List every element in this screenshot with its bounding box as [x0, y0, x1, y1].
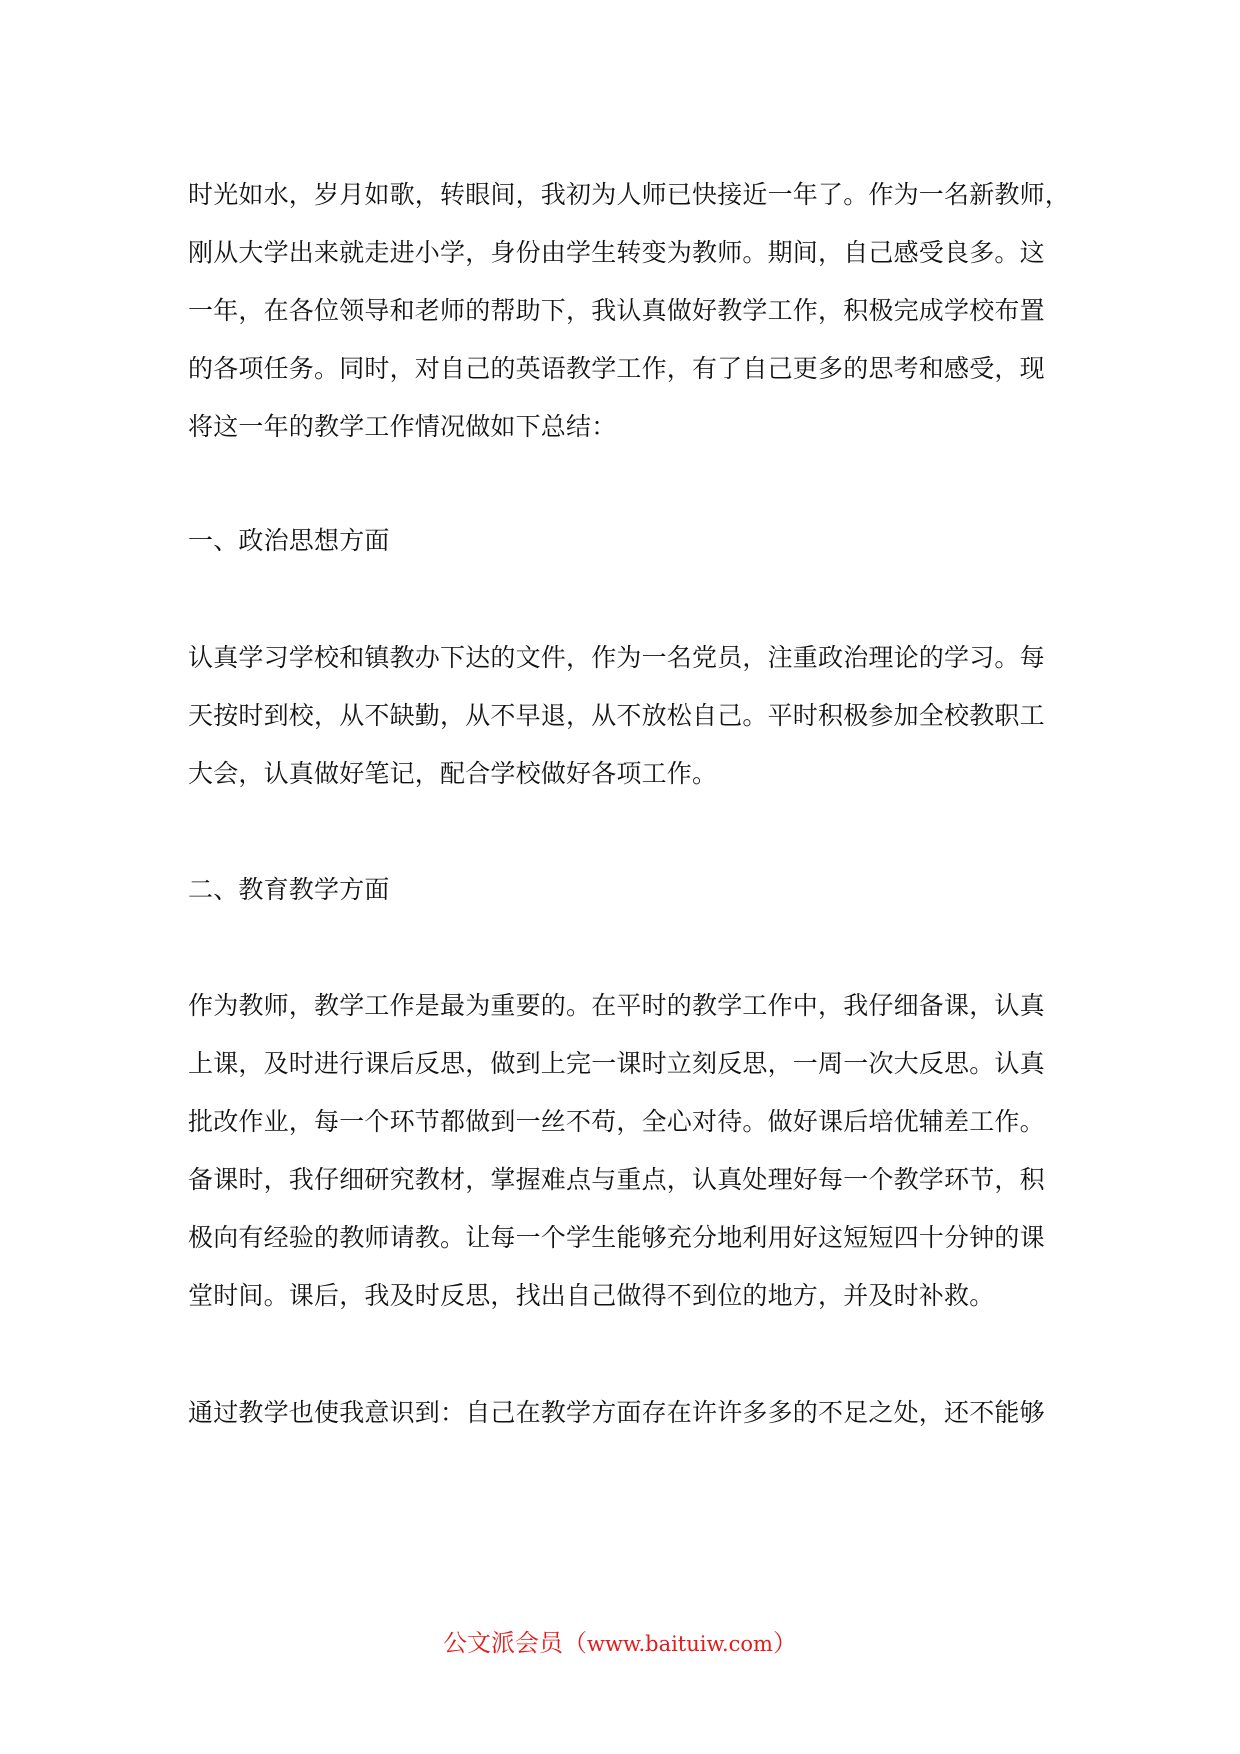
- paragraph-1-line-5: 将这一年的教学工作情况做如下总结：: [188, 412, 617, 441]
- paragraph-3-line-6: 堂时间。课后，我及时反思，找出自己做得不到位的地方，并及时补救。: [188, 1281, 995, 1310]
- paragraph-3-line-2: 上课，及时进行课后反思，做到上完一课时立刻反思，一周一次大反思。认真: [188, 1049, 1045, 1078]
- paragraph-2-line-3: 大会，认真做好笔记，配合学校做好各项工作。: [188, 759, 718, 788]
- paragraph-3-line-1: 作为教师，教学工作是最为重要的。在平时的教学工作中，我仔细备课，认真: [188, 991, 1045, 1020]
- footer-url-link[interactable]: www.baituiw.com: [587, 1632, 773, 1656]
- paragraph-2-line-1: 认真学习学校和镇教办下达的文件，作为一名党员，注重政治理论的学习。每: [188, 643, 1045, 672]
- paragraph-4-line-1: 通过教学也使我意识到：自己在教学方面存在许许多多的不足之处，还不能够: [188, 1398, 1045, 1427]
- footer-label: 公文派会员（: [443, 1629, 588, 1657]
- paragraph-3-line-3: 批改作业，每一个环节都做到一丝不苟，全心对待。做好课后培优辅差工作。: [188, 1107, 1045, 1136]
- paragraph-1-line-1: 时光如水，岁月如歌，转眼间，我初为人师已快接近一年了。作为一名新教师，: [188, 180, 1071, 209]
- section-heading-2: 二、教育教学方面: [188, 875, 390, 904]
- paragraph-3-line-4: 备课时，我仔细研究教材，掌握难点与重点，认真处理好每一个教学环节，积: [188, 1165, 1045, 1194]
- paragraph-3-line-5: 极向有经验的教师请教。让每一个学生能够充分地利用好这短短四十分钟的课: [188, 1223, 1045, 1252]
- footer-suffix: ）: [772, 1629, 797, 1657]
- section-heading-1: 一、政治思想方面: [188, 526, 390, 555]
- paragraph-2-line-2: 天按时到校，从不缺勤，从不早退，从不放松自己。平时积极参加全校教职工: [188, 701, 1045, 730]
- paragraph-1-line-2: 刚从大学出来就走进小学，身份由学生转变为教师。期间，自己感受良多。这: [188, 238, 1045, 267]
- paragraph-1-line-4: 的各项任务。同时，对自己的英语教学工作，有了自己更多的思考和感受，现: [188, 354, 1045, 383]
- paragraph-1-line-3: 一年，在各位领导和老师的帮助下，我认真做好教学工作，积极完成学校布置: [188, 296, 1045, 325]
- footer-watermark: [0, 1627, 1240, 1660]
